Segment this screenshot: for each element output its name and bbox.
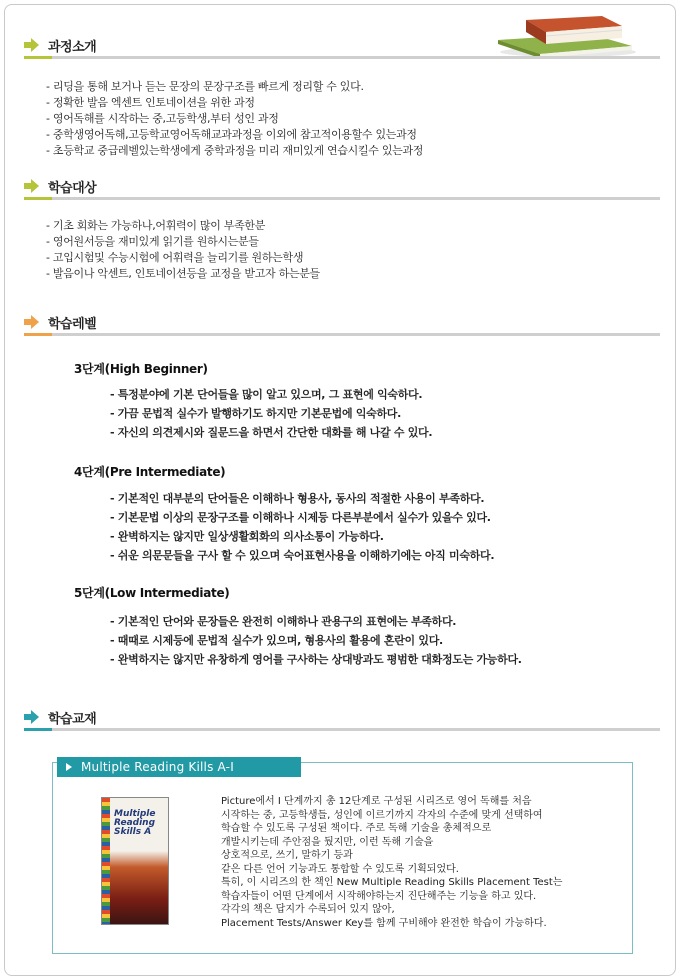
section-header-textbook bbox=[24, 708, 660, 728]
list-item: - 기본적인 대부분의 단어들은 이해하나 형용사, 동사의 적절한 사용이 부족하다. bbox=[110, 489, 494, 508]
list-item: - 자신의 의견제시와 질문드을 하면서 간단한 대화를 해 나갈 수 있다. bbox=[110, 423, 432, 442]
desc-line: 학습할 수 있도록 구성된 책이다. 주로 독해 기술을 총체적으로 bbox=[221, 823, 492, 834]
section-divider bbox=[24, 197, 660, 200]
desc-line: 개발시키는데 주안점을 뒀지만, 이런 독해 기술을 bbox=[221, 836, 434, 848]
desc-line: Placement Tests/Answer Key를 함께 구비해야 완전한 학습이 가능하다. bbox=[221, 917, 547, 929]
list-item: - 영어독해를 시작하는 중,고등학생,부터 성인 과정 bbox=[46, 111, 423, 127]
target-list bbox=[46, 218, 320, 282]
textbook-description bbox=[221, 795, 621, 930]
section-title: 학습교재 bbox=[48, 712, 97, 727]
textbook-tab bbox=[57, 757, 301, 777]
list-item: - 특정분야에 기본 단어들을 많이 알고 있으며, 그 표현에 익숙하다. bbox=[110, 385, 432, 404]
list-item: - 때때로 시제등에 문법적 실수가 있으며, 형용사의 활용에 혼란이 있다. bbox=[110, 631, 522, 650]
list-item: - 영어원서등을 재미있게 읽기를 원하시는분들 bbox=[46, 234, 320, 250]
list-item: - 발음이나 악센트, 인토네이션등을 교정을 받고자 하는분들 bbox=[46, 266, 320, 282]
book-cover-image bbox=[101, 797, 169, 925]
list-item: - 기초 회화는 가능하나,어휘력이 많이 부족한분 bbox=[46, 218, 320, 234]
list-item: - 정확한 발음 엑센트 인토네이션을 위한 과정 bbox=[46, 95, 423, 111]
desc-line: 각각의 책은 답지가 수록되어 있지 않아, bbox=[221, 904, 395, 915]
list-item: - 중학생영어독해,고등학교영어독해교과과정을 이외에 참고적이용할수 있는과정 bbox=[46, 127, 423, 143]
section-divider bbox=[24, 728, 660, 731]
arrow-icon bbox=[24, 710, 40, 724]
arrow-icon bbox=[24, 179, 40, 193]
triangle-right-icon bbox=[66, 763, 72, 771]
section-header-intro bbox=[24, 36, 660, 56]
section-header-levels bbox=[24, 313, 660, 333]
section-header-target bbox=[24, 177, 660, 197]
section-title: 과정소개 bbox=[48, 40, 97, 55]
arrow-icon bbox=[24, 38, 40, 52]
list-item: - 완벽하지는 않지만 유창하게 영어를 구사하는 상대방과도 평범한 대화정도는 가능하다. bbox=[110, 650, 522, 669]
textbook-box bbox=[52, 762, 633, 954]
list-item: - 가끔 문법적 실수가 발행하기도 하지만 기본문법에 익숙하다. bbox=[110, 404, 432, 423]
section-title: 학습레벨 bbox=[48, 317, 97, 332]
list-item: - 초등학교 중급레벨있는학생에게 중학과정을 미리 재미있게 연습시킬수 있는과정 bbox=[46, 143, 423, 159]
list-item: - 고입시험및 수능시험에 어휘력을 늘리기를 원하는학생 bbox=[46, 250, 320, 266]
list-item: - 쉬운 의문문들을 구사 할 수 있으며 숙어표현사용을 이해하기에는 아직 미숙하다. bbox=[110, 546, 494, 565]
desc-line: Picture에서 I 단계까지 총 12단계로 구성된 시리즈로 영어 독해를 처음 bbox=[221, 796, 532, 807]
desc-line: 특히, 이 시리즈의 한 책인 New Multiple Reading Skills Placement Test는 bbox=[221, 877, 563, 888]
section-divider bbox=[24, 56, 660, 59]
list-item: - 기본문법 이상의 문장구조를 이해하나 시제등 다른부분에서 실수가 있을수 있다. bbox=[110, 508, 494, 527]
level-list bbox=[110, 612, 522, 669]
list-item: - 완벽하지는 않지만 일상생활회화의 의사소통이 가능하다. bbox=[110, 527, 494, 546]
book-cover-title: Multiple Reading Skills A bbox=[114, 809, 156, 837]
intro-list bbox=[46, 79, 423, 159]
level-list bbox=[110, 489, 494, 565]
level-title: 3단계(High Beginner) bbox=[74, 362, 208, 376]
desc-line: 학습자들이 어떤 단계에서 시작해야하는지 진단해주는 기능을 하고 있다. bbox=[221, 890, 537, 902]
desc-line: 시작하는 중, 고등학생들, 성인에 이르기까지 각자의 수준에 맞게 선택하여 bbox=[221, 809, 543, 821]
list-item: - 리딩을 통해 보거나 듣는 문장의 문장구조를 빠르게 정리할 수 있다. bbox=[46, 79, 423, 95]
desc-line: 같은 다른 언어 기능과도 통합할 수 있도록 기획되었다. bbox=[221, 863, 459, 875]
level-title: 5단계(Low Intermediate) bbox=[74, 586, 230, 600]
book-spine bbox=[102, 798, 110, 924]
level-title: 4단계(Pre Intermediate) bbox=[74, 465, 226, 479]
section-divider bbox=[24, 333, 660, 336]
desc-line: 상호적으로, 쓰기, 말하기 등과 bbox=[221, 850, 353, 861]
arrow-icon bbox=[24, 315, 40, 329]
section-title: 학습대상 bbox=[48, 181, 97, 196]
level-list bbox=[110, 385, 432, 442]
textbook-tab-label: Multiple Reading Kills A-I bbox=[81, 760, 234, 774]
list-item: - 기본적인 단어와 문장들은 완전히 이해하나 관용구의 표현에는 부족하다. bbox=[110, 612, 522, 631]
